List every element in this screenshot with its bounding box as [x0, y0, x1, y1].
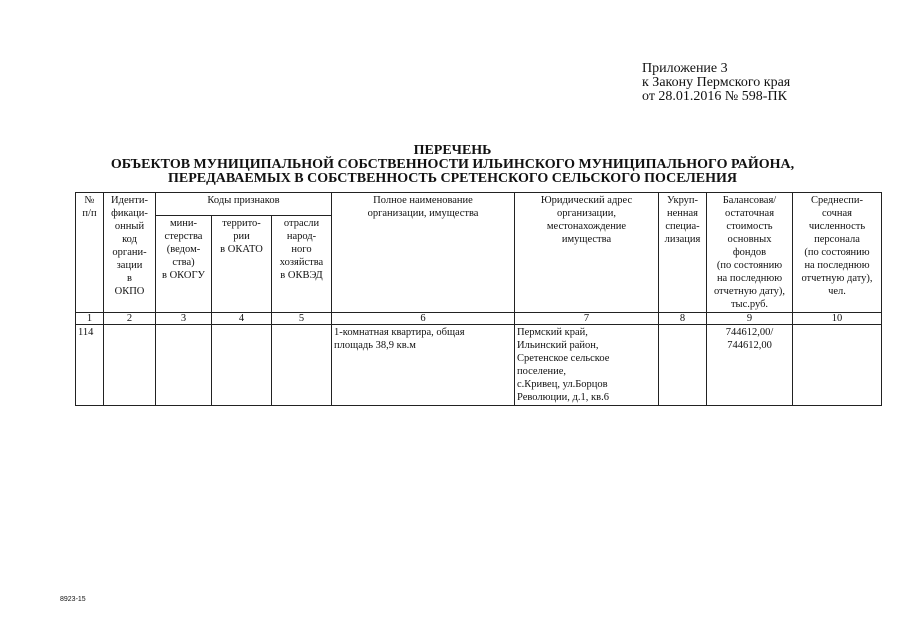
footer-code: 8923-15 [60, 596, 86, 603]
text-line: Сретенское сельское [517, 353, 610, 364]
text-line: Балансовая/ [722, 195, 777, 206]
row-ident-code [104, 325, 156, 406]
text-line: в [127, 273, 132, 284]
text-line: сочная [821, 208, 853, 219]
text-line: стерства [164, 230, 203, 242]
text-line: Пермский край, [517, 327, 588, 338]
text-line: ства) [172, 256, 195, 268]
header-okogu [156, 215, 212, 312]
text-line: органи- [112, 247, 147, 258]
text-line: площадь 38,9 кв.м [334, 340, 416, 351]
title-line: ПЕРЕДАВАЕМЫХ В СОБСТВЕННОСТЬ СРЕТЕНСКОГО СЕЛЬСКОГО ПОСЕЛЕНИЯ [167, 171, 738, 186]
row-okved [272, 325, 332, 406]
text-line: отрасли [283, 217, 320, 229]
row-staff [793, 325, 882, 406]
text-line: Революции, д.1, кв.6 [517, 392, 609, 403]
text-line: (ведом- [166, 243, 201, 255]
text-line: основных [727, 234, 772, 245]
header-okato [212, 215, 272, 312]
text-line: организации, [557, 208, 616, 219]
text-line: остаточная [724, 208, 775, 219]
header-codes: Коды признаков [156, 193, 332, 216]
column-number: 7 [515, 313, 659, 325]
header-ident-code [104, 193, 156, 313]
text-line: онный [114, 221, 145, 232]
property-table [75, 192, 882, 406]
header-address [515, 193, 659, 313]
row-number: 114 [76, 325, 104, 406]
appendix-line: от 28.01.2016 № 598-ПК [642, 89, 787, 104]
column-number: 5 [272, 313, 332, 325]
text-line: мини- [170, 217, 197, 229]
text-line: № [84, 195, 95, 206]
header-okved [272, 215, 332, 312]
text-line: ного [291, 243, 312, 255]
row-okato [212, 325, 272, 406]
text-line: Юридический адрес [540, 195, 633, 206]
text-line: поселение, [517, 366, 567, 377]
text-line: лизация [664, 234, 701, 245]
column-number: 9 [707, 313, 793, 325]
column-number-row [76, 313, 882, 325]
text-line: организации, имущества [367, 208, 479, 219]
text-line: на последнюю [716, 273, 783, 284]
text-line: стоимость [726, 221, 773, 232]
header-name [332, 193, 515, 313]
appendix-line: Приложение 3 [642, 61, 728, 76]
text-line: отчетную дату), [713, 286, 786, 297]
row-okogu [156, 325, 212, 406]
text-line: с.Кривец, ул.Борцов [517, 379, 608, 390]
row-specialization [659, 325, 707, 406]
table-row [76, 325, 882, 406]
column-number: 2 [104, 313, 156, 325]
text-line: в ОКВЭД [280, 269, 323, 281]
text-line: в ОКОГУ [162, 269, 205, 281]
header-num [76, 193, 104, 313]
text-line: чел. [828, 286, 846, 297]
text-line: Полное наименование [373, 195, 473, 206]
title-line: ОБЪЕКТОВ МУНИЦИПАЛЬНОЙ СОБСТВЕННОСТИ ИЛЬИНСКОГО МУНИЦИПАЛЬНОГО РАЙОНА, [110, 157, 795, 172]
text-line: код [122, 234, 137, 245]
text-line: в ОКАТО [220, 243, 263, 255]
text-line: народ- [286, 230, 317, 242]
column-number: 4 [212, 313, 272, 325]
header-staff [793, 193, 882, 313]
text-line: (по состоянию [804, 247, 870, 258]
text-line: террито- [222, 217, 261, 229]
text-line: численность [808, 221, 866, 232]
text-line: отчетную дату), [801, 273, 873, 284]
text-line: 744612,00 [727, 340, 772, 351]
text-line: тыс.руб. [730, 299, 769, 310]
header-row [76, 193, 882, 216]
text-line: Иденти- [111, 195, 148, 206]
text-line: п/п [82, 208, 97, 219]
row-balance [707, 325, 793, 406]
appendix-line: к Закону Пермского края [642, 75, 791, 90]
title-line: ПЕРЕЧЕНЬ [413, 143, 492, 158]
text-line: имущества [561, 234, 612, 245]
text-line: Укруп- [666, 195, 699, 206]
text-line: ОКПО [114, 286, 145, 297]
column-number: 6 [332, 313, 515, 325]
text-line: местонахождение [546, 221, 627, 232]
text-line: специа- [665, 221, 700, 232]
text-line: (по состоянию [716, 260, 783, 271]
document-title [0, 144, 905, 186]
column-number: 8 [659, 313, 707, 325]
row-name [332, 325, 515, 406]
text-line: 744612,00/ [725, 327, 774, 338]
text-line: хозяйства [279, 256, 324, 268]
text-line: рии [233, 230, 250, 242]
row-address [515, 325, 659, 406]
column-number: 1 [76, 313, 104, 325]
column-number: 10 [793, 313, 882, 325]
appendix-header [642, 62, 790, 104]
text-line: 1-комнатная квартира, общая [334, 327, 465, 338]
header-specialization [659, 193, 707, 313]
text-line: на последнюю [804, 260, 870, 271]
header-balance [707, 193, 793, 313]
text-line: фикаци- [111, 208, 148, 219]
text-line: Ильинский район, [517, 340, 599, 351]
column-number: 3 [156, 313, 212, 325]
text-line: Среднеспи- [810, 195, 864, 206]
text-line: ненная [666, 208, 698, 219]
text-line: зации [116, 260, 143, 271]
text-line: персонала [814, 234, 860, 245]
text-line: фондов [732, 247, 767, 258]
